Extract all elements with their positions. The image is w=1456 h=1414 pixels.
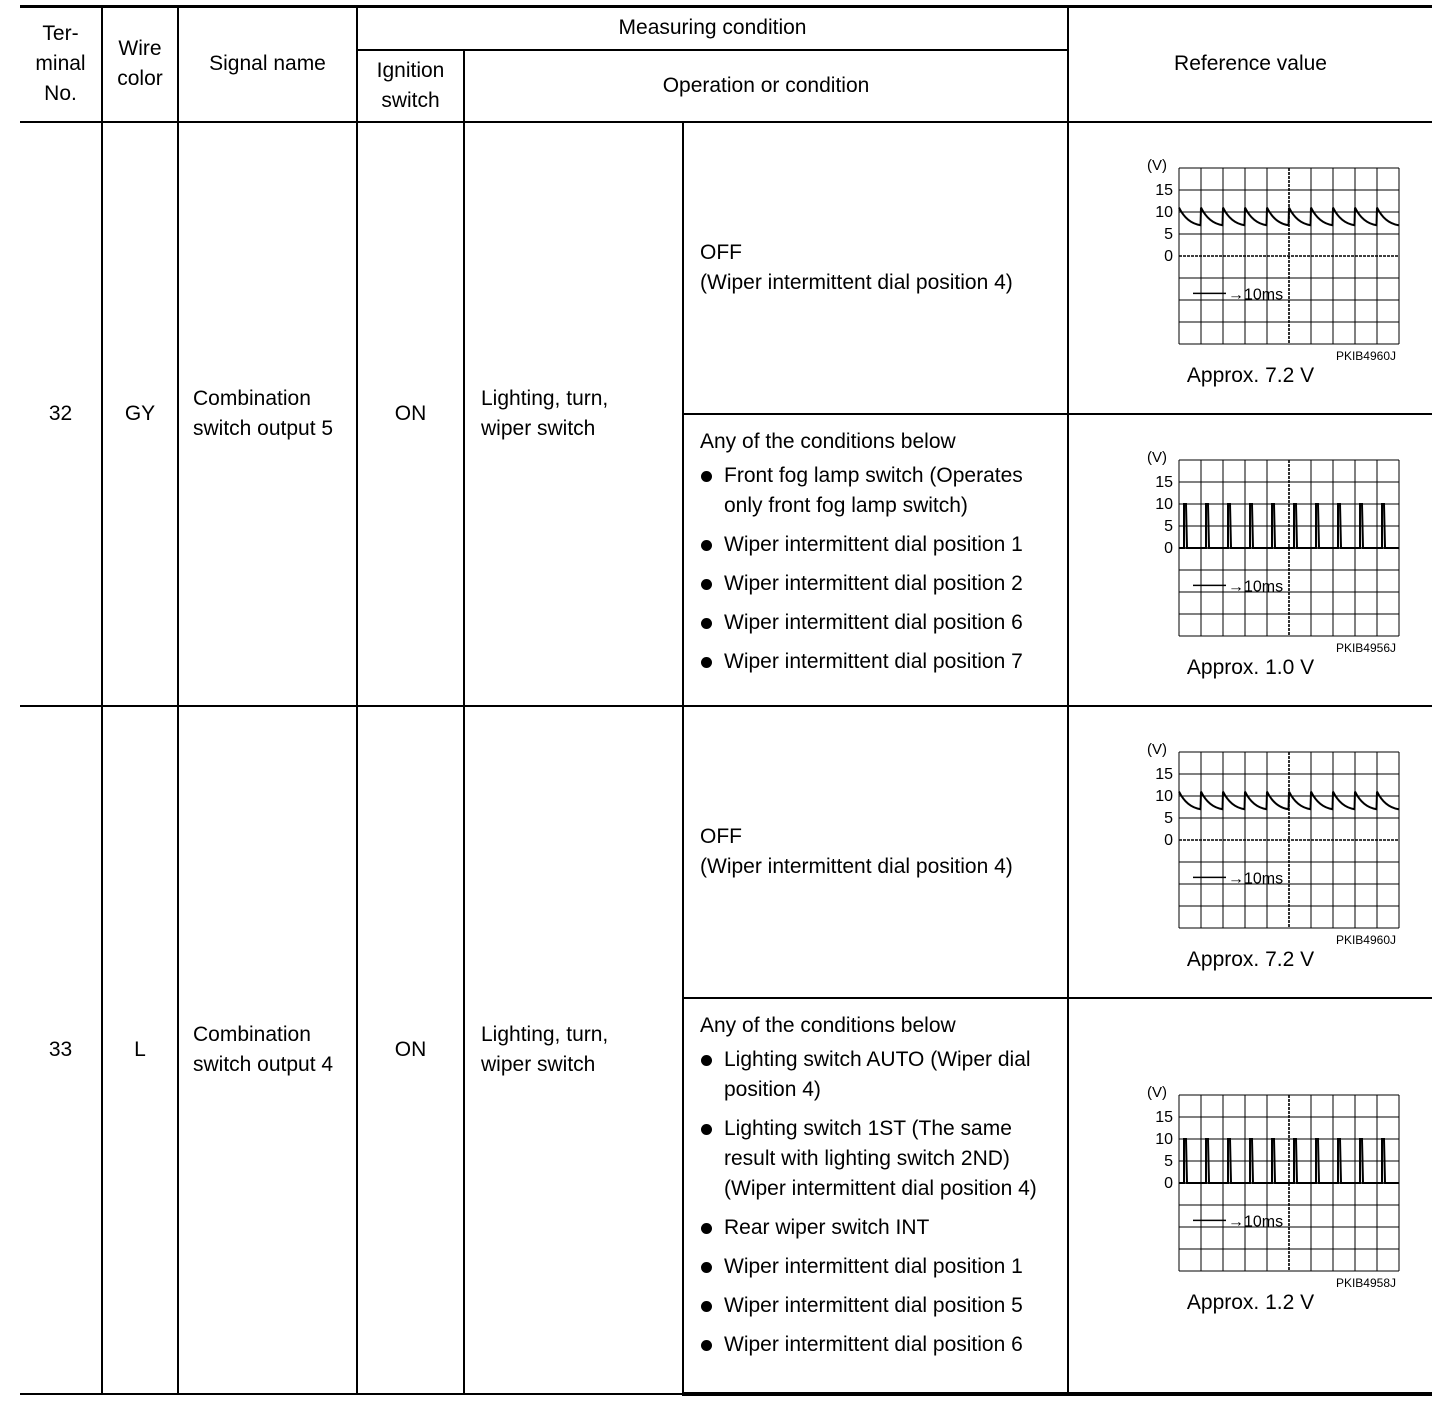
scope-grid xyxy=(1179,752,1399,928)
y-tick-label: 0 xyxy=(1163,1175,1173,1192)
y-tick-label: 0 xyxy=(1163,247,1173,265)
oscilloscope-waveform xyxy=(1101,440,1401,656)
list-item: Lighting switch AUTO (Wiper dial position 4) xyxy=(700,1045,1061,1105)
reference-value-cell xyxy=(1068,122,1432,414)
header-reference-value: Reference value xyxy=(1068,7,1432,122)
reference-value-cell xyxy=(1068,706,1432,998)
header-signal-name: Signal name xyxy=(178,7,357,122)
y-tick-label: 0 xyxy=(1163,831,1173,849)
scope-grid xyxy=(1179,168,1399,344)
table-row xyxy=(20,706,1432,998)
header-operation-or-condition: Operation or condition xyxy=(464,50,1068,122)
condition-intro: Any of the conditions below xyxy=(700,429,956,453)
condition-off: OFF (Wiper intermittent dial position 4) xyxy=(683,122,1068,414)
oscilloscope-waveform xyxy=(1101,1075,1401,1291)
condition-list xyxy=(683,998,1068,1394)
y-unit-label: (V) xyxy=(1146,448,1167,466)
approx-voltage: Approx. 7.2 V xyxy=(1186,947,1315,971)
list-item: Wiper intermittent dial position 2 xyxy=(700,569,1061,599)
y-tick-label: 15 xyxy=(1154,181,1173,199)
header-wire-color: Wire color xyxy=(102,7,178,122)
time-scale-label: →10ms xyxy=(1227,285,1283,303)
approx-voltage: Approx. 7.2 V xyxy=(1186,363,1315,387)
condition-off: OFF (Wiper intermittent dial position 4) xyxy=(683,706,1068,998)
y-tick-label: 15 xyxy=(1154,1109,1173,1126)
signal-name: Combination switch output 4 xyxy=(178,706,357,1394)
approx-voltage: Approx. 1.0 V xyxy=(1186,655,1315,679)
condition-intro: Any of the conditions below xyxy=(700,1013,956,1037)
figure-code: PKIB4958J xyxy=(1335,1276,1396,1290)
time-scale-label: →10ms xyxy=(1227,1213,1283,1231)
list-item: Wiper intermittent dial position 6 xyxy=(700,608,1061,638)
list-item: Wiper intermittent dial position 1 xyxy=(700,1252,1061,1282)
figure-code: PKIB4960J xyxy=(1335,932,1396,947)
condition-bullets xyxy=(700,1045,1061,1360)
y-tick-label: 15 xyxy=(1154,765,1173,783)
y-unit-label: (V) xyxy=(1146,740,1167,758)
time-scale-label: →10ms xyxy=(1227,577,1283,595)
condition-bullets xyxy=(700,461,1061,677)
wire-color: L xyxy=(102,706,178,1394)
list-item: Wiper intermittent dial position 5 xyxy=(700,1291,1061,1321)
y-tick-label: 5 xyxy=(1163,1153,1173,1170)
list-item: Rear wiper switch INT xyxy=(700,1213,1061,1243)
ignition-state: ON xyxy=(357,122,464,706)
wire-color: GY xyxy=(102,122,178,706)
y-tick-label: 5 xyxy=(1163,225,1173,243)
y-tick-label: 0 xyxy=(1163,539,1173,557)
reference-value-cell xyxy=(1068,998,1432,1394)
y-tick-label: 5 xyxy=(1163,809,1173,827)
header-row xyxy=(20,7,1432,50)
y-tick-label: 10 xyxy=(1154,203,1173,221)
terminal-number: 33 xyxy=(20,706,102,1394)
terminal-number: 32 xyxy=(20,122,102,706)
ignition-state: ON xyxy=(357,706,464,1394)
y-tick-label: 10 xyxy=(1154,787,1173,805)
approx-voltage: Approx. 1.2 V xyxy=(1186,1291,1315,1314)
y-tick-label: 5 xyxy=(1163,517,1173,535)
oscilloscope-waveform xyxy=(1101,148,1401,364)
figure-code: PKIB4960J xyxy=(1335,348,1396,363)
operation: Lighting, turn, wiper switch xyxy=(464,706,683,1394)
figure-code: PKIB4956J xyxy=(1335,640,1396,655)
header-measuring-condition: Measuring condition xyxy=(357,7,1068,50)
header-terminal-no: Ter- minal No. xyxy=(20,7,102,122)
signal-name: Combination switch output 5 xyxy=(178,122,357,706)
y-tick-label: 15 xyxy=(1154,473,1173,491)
signal-trace xyxy=(1179,791,1399,809)
operation: Lighting, turn, wiper switch xyxy=(464,122,683,706)
list-item: Wiper intermittent dial position 1 xyxy=(700,530,1061,560)
time-scale-label: →10ms xyxy=(1227,869,1283,887)
list-item: Lighting switch 1ST (The same result with lighting switch 2ND) (Wiper intermittent dial position 4) xyxy=(700,1114,1061,1204)
table-row xyxy=(20,122,1432,414)
oscilloscope-waveform xyxy=(1101,732,1401,948)
signal-trace xyxy=(1179,207,1399,225)
list-item: Front fog lamp switch (Operates only front fog lamp switch) xyxy=(700,461,1061,521)
list-item: Wiper intermittent dial position 7 xyxy=(700,647,1061,677)
header-ignition-switch: Ignition switch xyxy=(357,50,464,122)
terminal-reference-table xyxy=(20,5,1432,1396)
y-unit-label: (V) xyxy=(1146,1084,1167,1101)
condition-list xyxy=(683,414,1068,706)
y-tick-label: 10 xyxy=(1154,495,1173,513)
reference-value-cell xyxy=(1068,414,1432,706)
y-tick-label: 10 xyxy=(1154,1131,1173,1148)
y-unit-label: (V) xyxy=(1146,156,1167,174)
list-item: Wiper intermittent dial position 6 xyxy=(700,1330,1061,1360)
